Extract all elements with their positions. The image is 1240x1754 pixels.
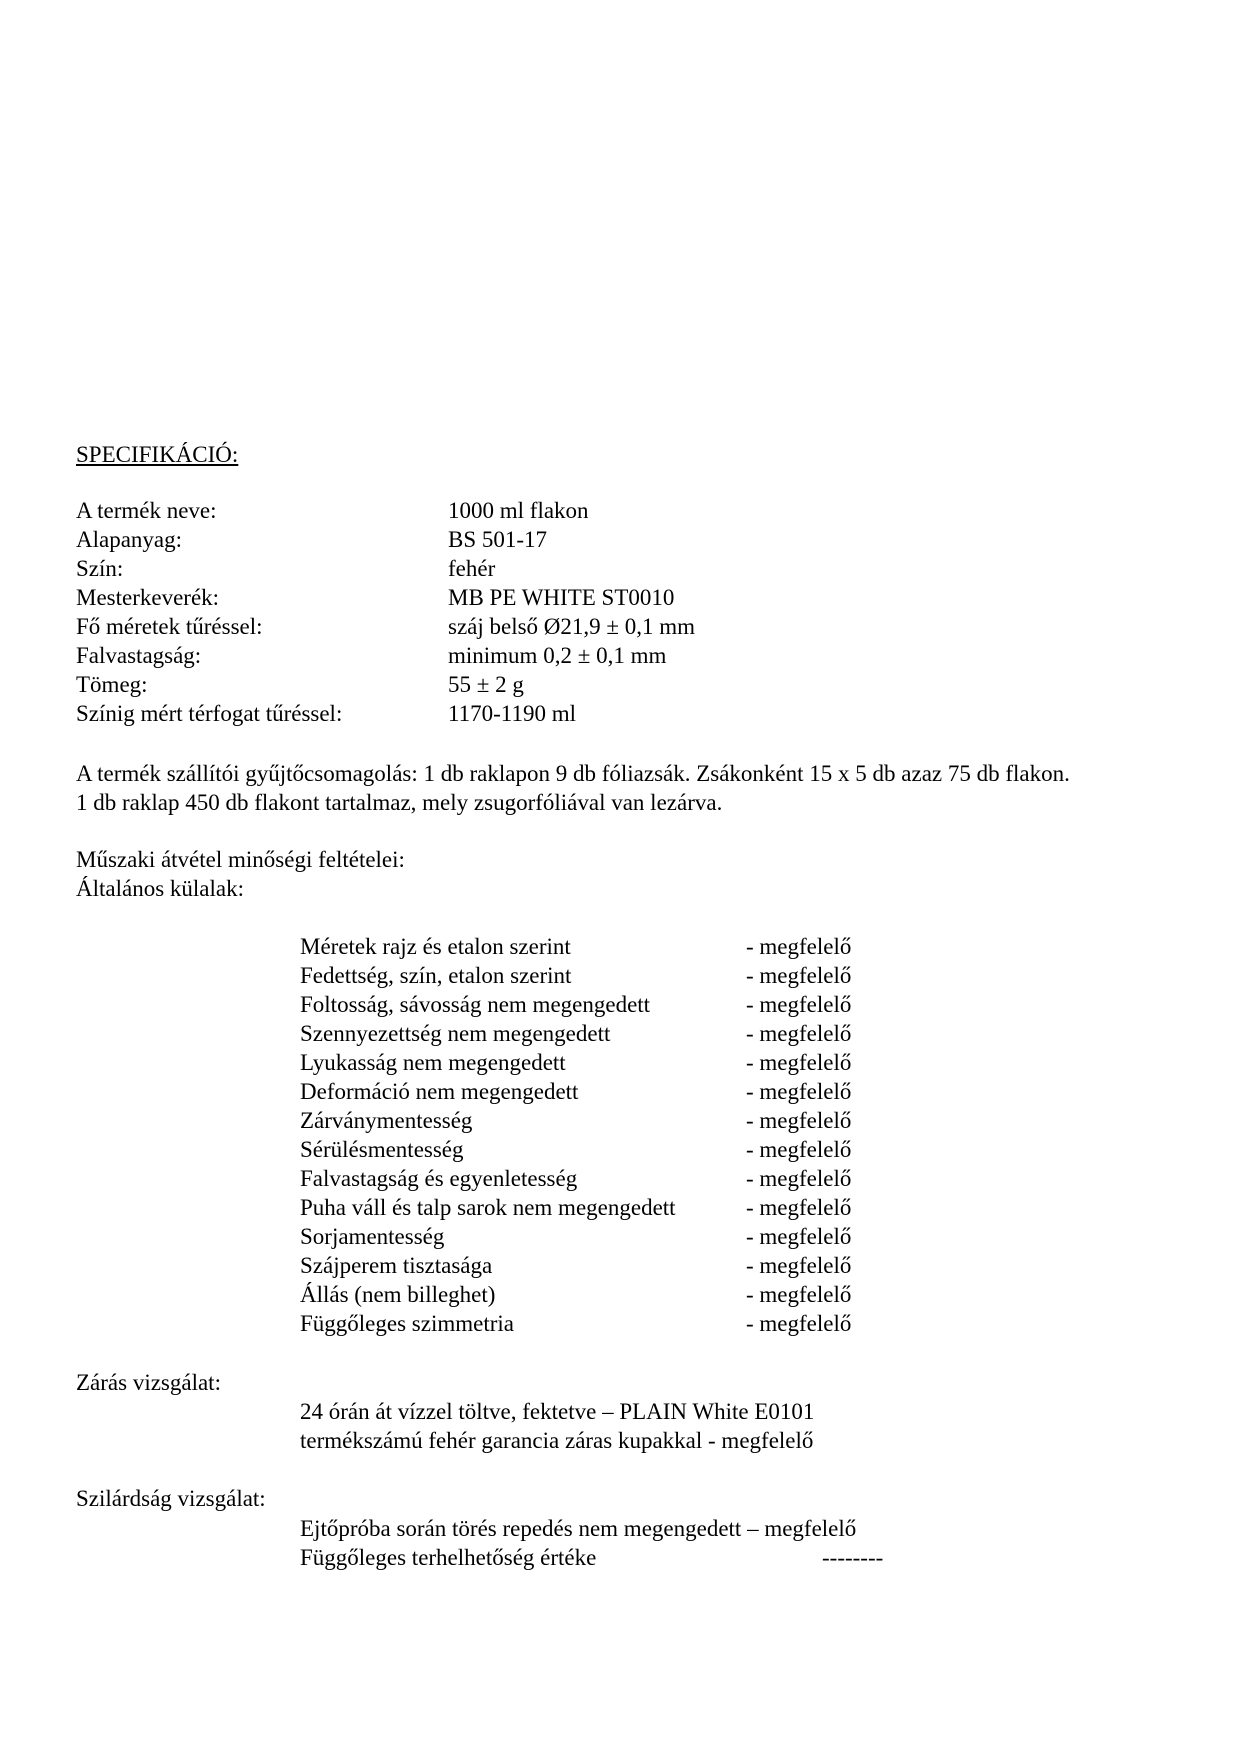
- criteria-result: - megfelelő: [746, 1137, 852, 1162]
- spec-label: Tömeg:: [76, 672, 148, 697]
- spec-value: minimum 0,2 ± 0,1 mm: [448, 643, 667, 668]
- packaging-line: 1 db raklap 450 db flakont tartalmaz, mely zsugorfóliával van lezárva.: [76, 790, 723, 815]
- spec-value: fehér: [448, 556, 496, 581]
- quality-subheading: Általános külalak:: [76, 876, 244, 901]
- strength-test-label: Szilárdság vizsgálat:: [76, 1486, 266, 1511]
- spec-label: Fő méretek tűréssel:: [76, 614, 263, 639]
- criteria-label: Szennyezettség nem megengedett: [300, 1021, 611, 1046]
- criteria-result: - megfelelő: [746, 934, 852, 959]
- criteria-result: - megfelelő: [746, 1253, 852, 1278]
- spec-value: 1000 ml flakon: [448, 498, 589, 523]
- packaging-line: A termék szállítói gyűjtőcsomagolás: 1 db raklapon 9 db fóliazsák. Zsákonként 15 x 5 db azaz 75 db flakon.: [76, 761, 1070, 786]
- quality-heading: Műszaki átvétel minőségi feltételei:: [76, 847, 405, 872]
- spec-value: MB PE WHITE ST0010: [448, 585, 675, 610]
- criteria-label: Falvastagság és egyenletesség: [300, 1166, 578, 1191]
- criteria-label: Deformáció nem megengedett: [300, 1079, 579, 1104]
- criteria-result: - megfelelő: [746, 1050, 852, 1075]
- spec-label: A termék neve:: [76, 498, 217, 523]
- criteria-label: Méretek rajz és etalon szerint: [300, 934, 571, 959]
- packaging-paragraph: [76, 759, 1070, 817]
- strength-test-line: Ejtőpróba során törés repedés nem megengedett – megfelelő: [300, 1516, 857, 1541]
- criteria-label: Függőleges szimmetria: [300, 1311, 514, 1336]
- page-title: SPECIFIKÁCIÓ:: [76, 442, 239, 467]
- criteria-label: Zárványmentesség: [300, 1108, 473, 1133]
- criteria-result: - megfelelő: [746, 992, 852, 1017]
- closing-test-line: 24 órán át vízzel töltve, fektetve – PLAIN White E0101: [300, 1399, 815, 1424]
- criteria-result: - megfelelő: [746, 1108, 852, 1133]
- criteria-result: - megfelelő: [746, 1166, 852, 1191]
- closing-test-text: [300, 1397, 814, 1455]
- criteria-label: Lyukasság nem megengedett: [300, 1050, 566, 1075]
- spec-label: Falvastagság:: [76, 643, 202, 668]
- spec-label: Mesterkeverék:: [76, 585, 220, 610]
- criteria-label: Szájperem tisztasága: [300, 1253, 493, 1278]
- criteria-result: - megfelelő: [746, 1021, 852, 1046]
- criteria-result: - megfelelő: [746, 1079, 852, 1104]
- criteria-label: Sérülésmentesség: [300, 1137, 464, 1162]
- strength-test-load-label: Függőleges terhelhetőség értéke: [300, 1545, 597, 1570]
- criteria-result: - megfelelő: [746, 1195, 852, 1220]
- closing-test-line: termékszámú fehér garancia záras kupakkal - megfelelő: [300, 1428, 814, 1453]
- criteria-result: - megfelelő: [746, 1224, 852, 1249]
- spec-label: Szín:: [76, 556, 124, 581]
- criteria-result: - megfelelő: [746, 1282, 852, 1307]
- spec-label: Alapanyag:: [76, 527, 183, 552]
- criteria-label: Sorjamentesség: [300, 1224, 445, 1249]
- strength-test-load-value: --------: [822, 1545, 884, 1570]
- closing-test-label: Zárás vizsgálat:: [76, 1370, 221, 1395]
- quality-heading-block: [76, 845, 405, 903]
- spec-value: BS 501-17: [448, 527, 548, 552]
- criteria-label: Fedettség, szín, etalon szerint: [300, 963, 572, 988]
- spec-value: 1170-1190 ml: [448, 701, 576, 726]
- spec-value: száj belső Ø21,9 ± 0,1 mm: [448, 614, 696, 639]
- criteria-label: Állás (nem billeghet): [300, 1282, 496, 1307]
- criteria-label: Foltosság, sávosság nem megengedett: [300, 992, 651, 1017]
- spec-value: 55 ± 2 g: [448, 672, 524, 697]
- criteria-result: - megfelelő: [746, 963, 852, 988]
- criteria-label: Puha váll és talp sarok nem megengedett: [300, 1195, 676, 1220]
- spec-label: Színig mért térfogat tűréssel:: [76, 701, 343, 726]
- criteria-result: - megfelelő: [746, 1311, 852, 1336]
